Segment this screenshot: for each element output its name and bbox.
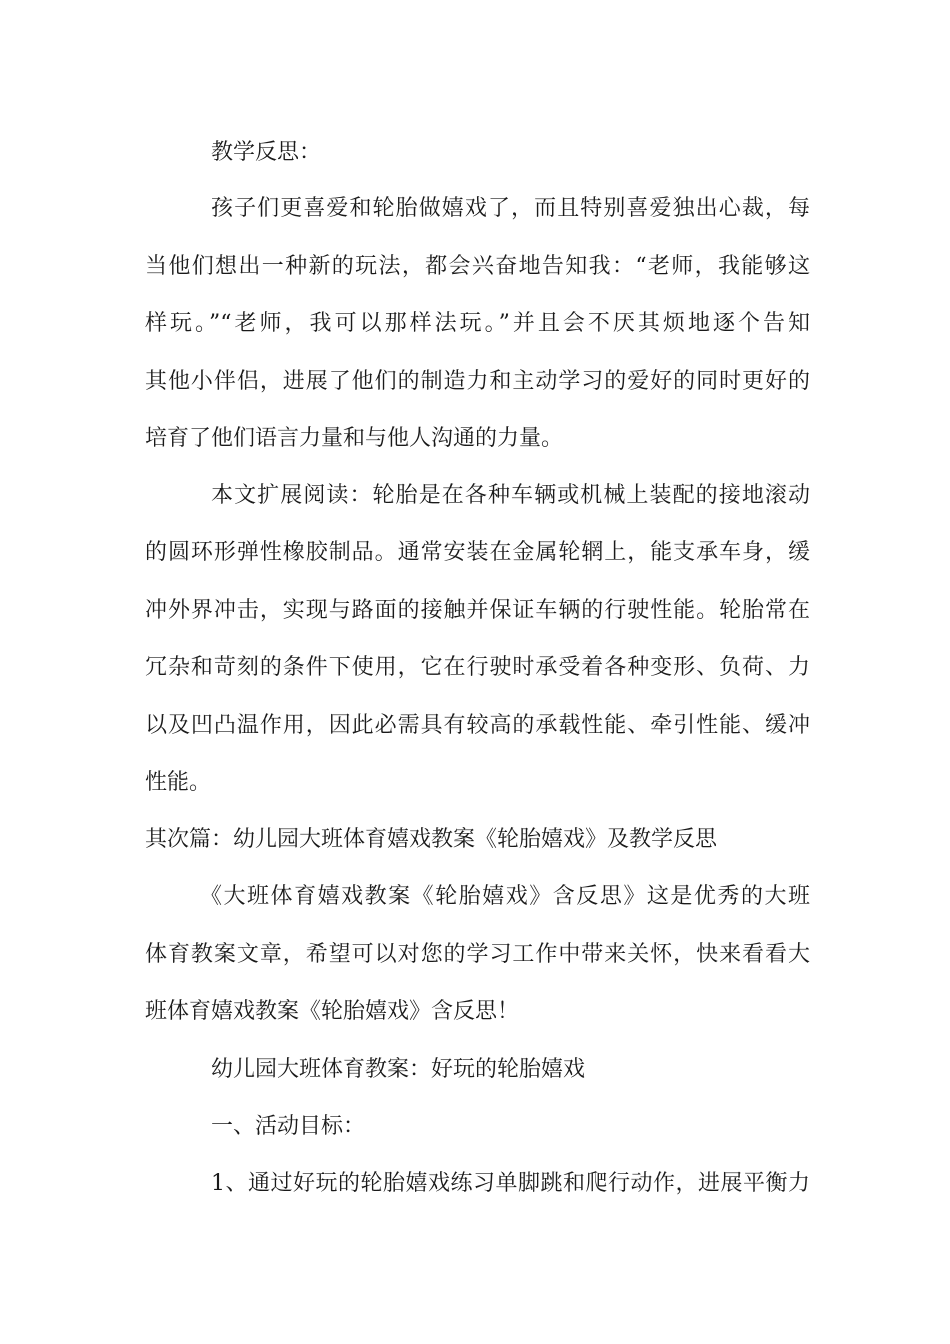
section-heading-activity-goals: 一、活动目标： <box>211 1114 366 1139</box>
paragraph-line: 性能。 <box>145 770 212 795</box>
paragraph-line: 其他小伴侣，进展了他们的制造力和主动学习的爱好的同时更好的 <box>145 369 810 394</box>
paragraph-line: 体育教案文章，希望可以对您的学习工作中带来关怀，快来看看大 <box>145 942 810 967</box>
paragraph-line: 培育了他们语言力量和与他人沟通的力量。 <box>145 426 564 451</box>
paragraph-line: 班体育嬉戏教案《轮胎嬉戏》含反思！ <box>145 999 520 1024</box>
section-title-second-article: 其次篇：幼儿园大班体育嬉戏教案《轮胎嬉戏》及教学反思 <box>145 827 718 852</box>
paragraph-line: 样玩。”“老师，我可以那样法玩。”并且会不厌其烦地逐个告知 <box>145 311 810 336</box>
paragraph-line: 冗杂和苛刻的条件下使用，它在行驶时承受着各种变形、负荷、力 <box>145 655 810 680</box>
lesson-plan-title: 幼儿园大班体育教案：好玩的轮胎嬉戏 <box>211 1057 586 1082</box>
paragraph-line: 的圆环形弹性橡胶制品。通常安装在金属轮辋上，能支承车身，缓 <box>145 540 810 565</box>
paragraph-line: 《大班体育嬉戏教案《轮胎嬉戏》含反思》这是优秀的大班 <box>200 884 810 909</box>
paragraph-line: 孩子们更喜爱和轮胎做嬉戏了，而且特别喜爱独出心裁，每 <box>211 196 810 221</box>
paragraph-line: 冲外界冲击，实现与路面的接触并保证车辆的行驶性能。轮胎常在 <box>145 598 810 623</box>
section-heading-teaching-reflection: 教学反思： <box>211 140 322 165</box>
paragraph-line: 当他们想出一种新的玩法，都会兴奋地告知我：“老师，我能够这 <box>145 254 810 279</box>
paragraph-line: 以及凹凸温作用，因此必需具有较高的承载性能、牵引性能、缓冲 <box>145 713 810 738</box>
list-item-goal-1: 1、通过好玩的轮胎嬉戏练习单脚跳和爬行动作，进展平衡力 <box>211 1171 810 1196</box>
paragraph-line: 本文扩展阅读：轮胎是在各种车辆或机械上装配的接地滚动 <box>211 483 810 508</box>
